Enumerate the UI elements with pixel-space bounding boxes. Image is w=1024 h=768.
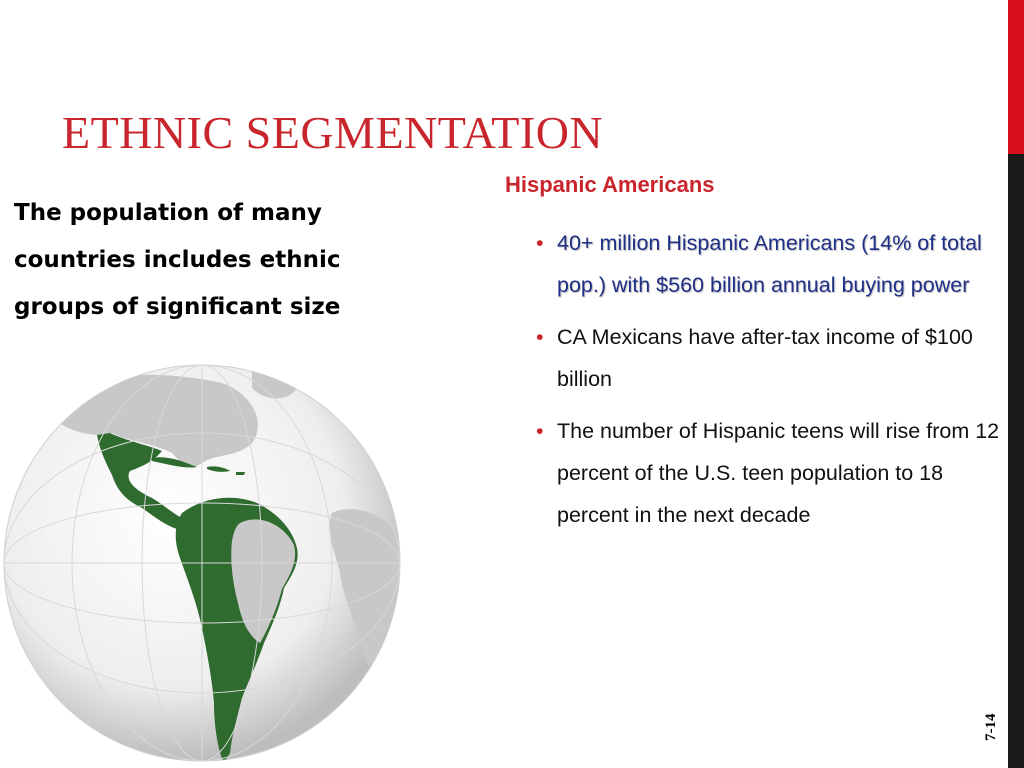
side-accent-bar-dark [1008,154,1024,768]
bullet-marker: • [536,419,544,443]
bullet-item [536,316,1006,400]
bullet-item [536,222,1006,306]
bullet-item [536,410,1006,536]
bullet-marker: • [536,325,544,349]
section-heading: Hispanic Americans [505,172,715,197]
puerto-rico-island [236,472,245,475]
intro-text: The population of many countries includes ethnic groups of significant size [14,200,341,320]
bullet-marker: • [536,231,544,255]
globe-latin-america-map [2,363,402,763]
slide-title: ETHNIC SEGMENTATION [62,107,604,158]
bullet-list [536,222,1006,546]
bullet-text: The number of Hispanic teens will rise from 12 percent of the U.S. teen population to 18 percent in the next decade [557,419,1000,527]
bullet-text: 40+ million Hispanic Americans (14% of total pop.) with $560 billion annual buying power [557,231,982,297]
bullet-text: CA Mexicans have after-tax income of $100 billion [557,325,973,391]
page-number: 7-14 [983,713,999,741]
side-accent-bar-red [1008,0,1024,154]
